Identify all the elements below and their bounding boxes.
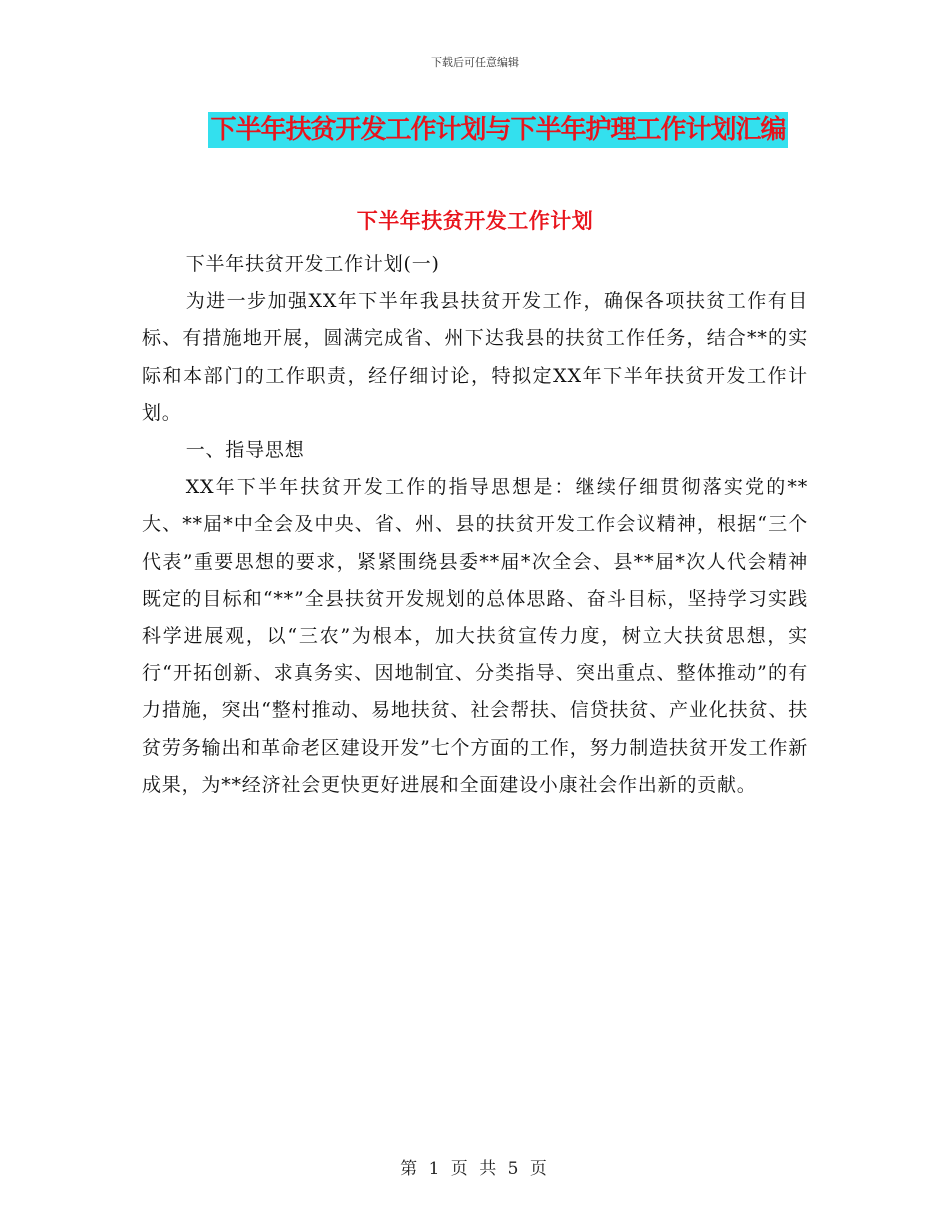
main-title-container bbox=[0, 112, 950, 148]
main-title: 下半年扶贫开发工作计划与下半年护理工作计划汇编 bbox=[208, 112, 787, 148]
document-body bbox=[142, 246, 808, 804]
section-title: 下半年扶贫开发工作计划 bbox=[356, 209, 594, 233]
paragraph-intro: 为进一步加强XX年下半年我县扶贫开发工作，确保各项扶贫工作有目标、有措施地开展，圆满完成省、州下达我县的扶贫工作任务，结合**的实际和本部门的工作职责，经仔细讨论，特拟定XX年下半年扶贫开发工作计划。 bbox=[142, 290, 808, 424]
paragraph-plan-heading: 下半年扶贫开发工作计划(一) bbox=[185, 253, 440, 275]
paragraph-guiding-thought: XX年下半年扶贫开发工作的指导思想是：继续仔细贯彻落实党的**大、**届*中全会及中央、省、州、县的扶贫开发工作会议精神，根据“三个代表”重要思想的要求，紧紧围绕县委**届*次全会、县**届*次人代会精神既定的目标和“**”全县扶贫开发规划的总体思路、奋斗目标，坚持学习实践科学进展观，以“三农”为根本，加大扶贫宣传力度，树立大扶贫思想，实行“开拓创新、求真务实、因地制宜、分类指导、突出重点、整体推动”的有力措施，突出“整村推动、易地扶贫、社会帮扶、信贷扶贫、产业化扶贫、扶贫劳务输出和革命老区建设开发”七个方面的工作，努力制造扶贫开发工作新成果，为**经济社会更快更好进展和全面建设小康社会作出新的贡献。 bbox=[142, 476, 808, 796]
header-note: 下载后可任意编辑 bbox=[431, 56, 519, 69]
paragraph-guiding-heading: 一、指导思想 bbox=[185, 439, 305, 462]
page-number: 第 1 页 共 5 页 bbox=[400, 1159, 550, 1179]
